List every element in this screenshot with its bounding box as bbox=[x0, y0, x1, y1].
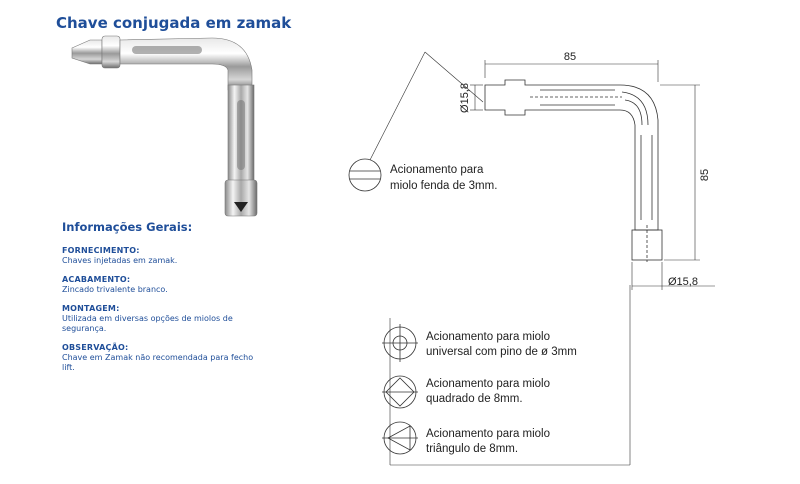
pin-symbol-icon bbox=[382, 324, 418, 362]
info-finish bbox=[62, 275, 302, 295]
slot-symbol-icon bbox=[349, 159, 381, 191]
info-note-text: Chave em Zamak não recomendada para fecho lift. bbox=[62, 353, 254, 372]
dim-top: 85 bbox=[563, 51, 577, 63]
info-mounting-label: MONTAGEM: bbox=[62, 304, 120, 313]
callout-triangle-line2: triângulo de 8mm. bbox=[426, 443, 519, 455]
callout-square-line1: Acionamento para miolo bbox=[426, 378, 551, 390]
info-supply bbox=[62, 246, 302, 266]
dim-right: 85 bbox=[699, 168, 711, 182]
info-finish-label: ACABAMENTO: bbox=[62, 275, 131, 284]
callout-square-line2: quadrado de 8mm. bbox=[426, 393, 523, 405]
dim-left-dia: Ø15,8 bbox=[459, 83, 471, 113]
info-supply-label: FORNECIMENTO: bbox=[62, 246, 140, 255]
callout-slot-line1: Acionamento para bbox=[390, 164, 484, 176]
info-note bbox=[62, 343, 302, 373]
info-mounting-text: Utilizada em diversas opções de miolos de segurança. bbox=[62, 314, 233, 333]
callout-triangle-line1: Acionamento para miolo bbox=[426, 428, 551, 440]
product-photo bbox=[62, 30, 292, 220]
square-symbol-icon bbox=[382, 376, 418, 408]
callout-pin-line2: universal com pino de ø 3mm bbox=[426, 346, 577, 358]
callout-slot-line2: miolo fenda de 3mm. bbox=[390, 180, 498, 192]
info-mounting bbox=[62, 304, 302, 334]
triangle-symbol-icon bbox=[382, 422, 418, 454]
info-heading: Informações Gerais: bbox=[62, 220, 193, 234]
general-info bbox=[62, 220, 302, 382]
info-note-label: OBSERVAÇÃO: bbox=[62, 343, 129, 352]
technical-drawing bbox=[330, 40, 800, 480]
dim-bottom-dia: Ø15,8 bbox=[668, 276, 698, 288]
callout-pin-line1: Acionamento para miolo bbox=[426, 331, 551, 343]
page-title: Chave conjugada em zamak bbox=[56, 14, 292, 32]
info-finish-text: Zincado trivalente branco. bbox=[62, 285, 168, 294]
info-supply-text: Chaves injetadas em zamak. bbox=[62, 256, 178, 265]
